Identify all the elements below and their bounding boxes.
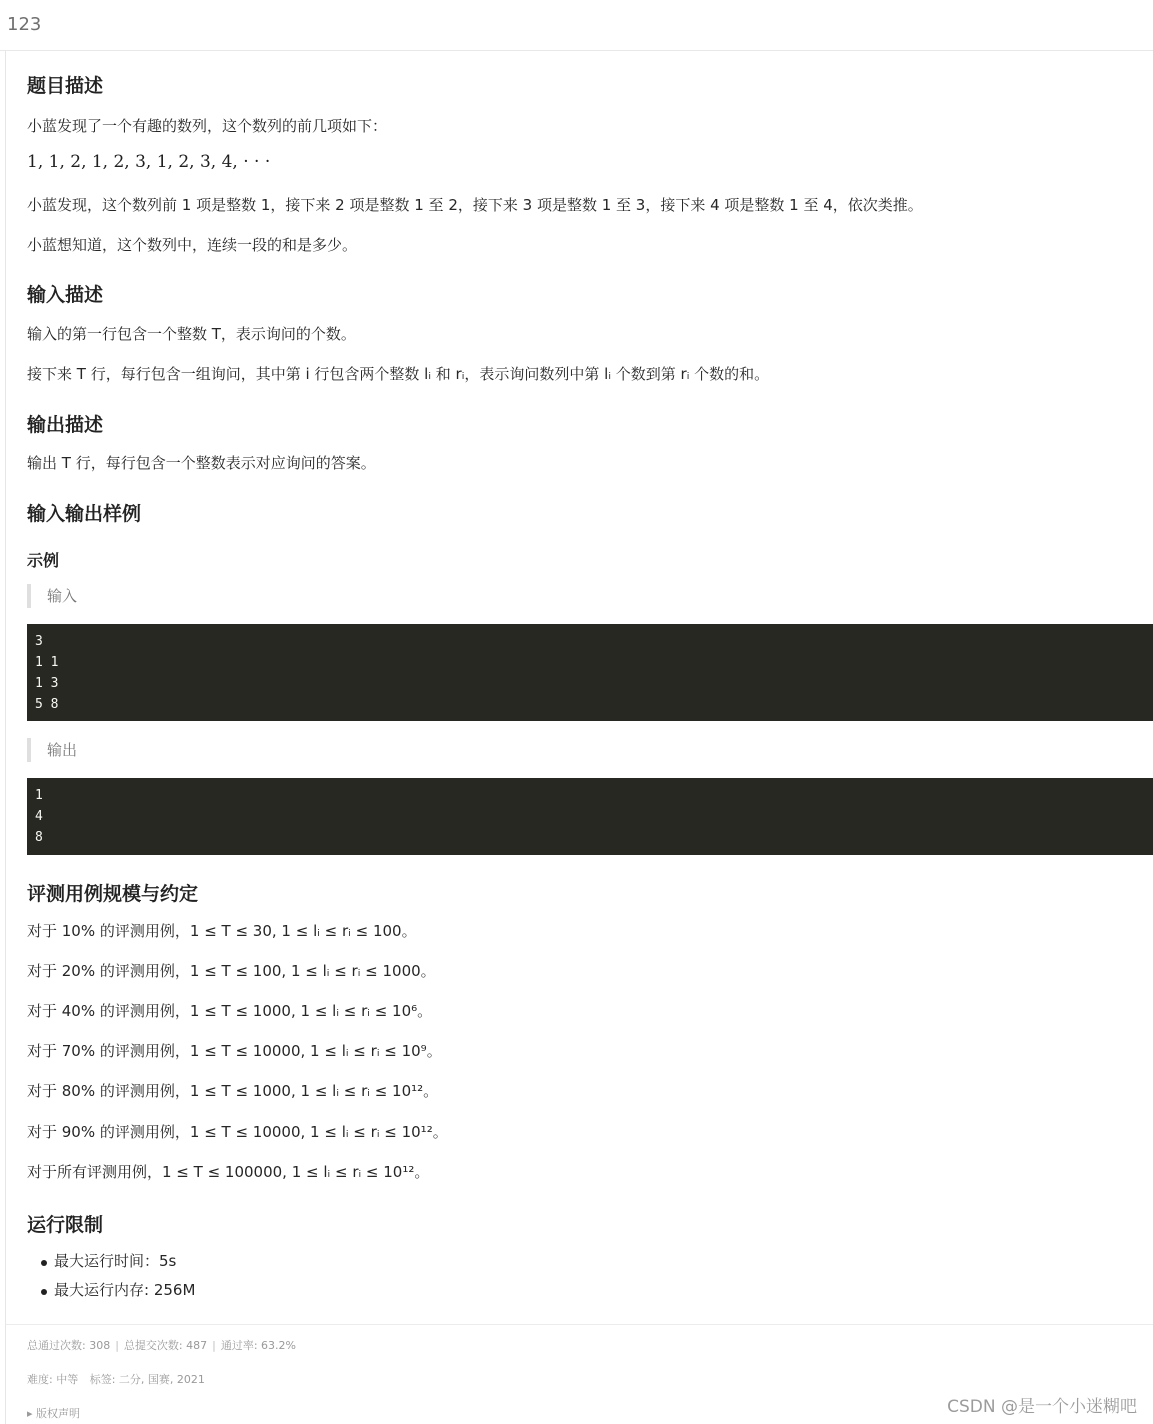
- stat-separator: |: [115, 1339, 119, 1352]
- stat-submitted: 总提交次数: 487: [123, 1339, 208, 1352]
- limits-list: [22, 1247, 195, 1305]
- bullet-icon: [41, 1289, 47, 1295]
- stat-rate: 通过率: 63.2%: [220, 1339, 296, 1352]
- code-line: 4: [35, 809, 43, 824]
- input-title: 输入描述: [27, 284, 104, 306]
- code-line: 1 1: [35, 655, 59, 670]
- copyright-toggle[interactable]: ▸ 版权声明: [27, 1407, 81, 1420]
- constraints-title: 评测用例规模与约定: [27, 883, 199, 905]
- output-paragraph-1: 输出 T 行，每行包含一个整数表示对应询问的答案。: [27, 454, 376, 472]
- input-paragraph-1: 输入的第一行包含一个整数 T，表示询问的个数。: [27, 325, 356, 343]
- code-line: 1: [35, 788, 43, 803]
- sample-output-code: [27, 778, 1153, 855]
- constraint-line: 对于 70% 的评测用例，1 ≤ T ≤ 10000, 1 ≤ lᵢ ≤ rᵢ ≤ 10⁹。: [27, 1042, 442, 1060]
- code-line: 8: [35, 830, 43, 845]
- description-paragraph-2: 小蓝发现，这个数列前 1 项是整数 1，接下来 2 项是整数 1 至 2，接下来 3 项是整数 1 至 3，接下来 4 项是整数 1 至 4，依次类推。: [27, 196, 923, 214]
- description-paragraph-3: 小蓝想知道，这个数列中，连续一段的和是多少。: [27, 236, 358, 254]
- constraint-line: 对于 40% 的评测用例，1 ≤ T ≤ 1000, 1 ≤ lᵢ ≤ rᵢ ≤ 10⁶。: [27, 1002, 433, 1020]
- example-label: 示例: [27, 551, 60, 570]
- output-title: 输出描述: [27, 414, 104, 436]
- sample-output-label: 输出: [27, 738, 77, 762]
- sample-input-label: 输入: [27, 584, 77, 608]
- constraint-line: 对于 80% 的评测用例，1 ≤ T ≤ 1000, 1 ≤ lᵢ ≤ rᵢ ≤ 10¹²。: [27, 1082, 439, 1100]
- stat-passed: 总通过次数: 308: [27, 1339, 111, 1352]
- submission-stats: [27, 1337, 296, 1353]
- input-paragraph-2: 接下来 T 行，每行包含一组询问，其中第 i 行包含两个整数 lᵢ 和 rᵢ，表示询问数列中第 lᵢ 个数到第 rᵢ 个数的和。: [27, 365, 770, 383]
- csdn-watermark: CSDN @是一个小迷糊吧: [947, 1397, 1137, 1417]
- tags-label: 标签: 二分, 国赛, 2021: [89, 1373, 205, 1386]
- samples-title: 输入输出样例: [27, 503, 142, 525]
- constraint-line: 对于 90% 的评测用例，1 ≤ T ≤ 10000, 1 ≤ lᵢ ≤ rᵢ ≤ 10¹²。: [27, 1123, 448, 1141]
- constraint-line: 对于 10% 的评测用例，1 ≤ T ≤ 30, 1 ≤ lᵢ ≤ rᵢ ≤ 100。: [27, 922, 417, 940]
- problem-panel: [5, 51, 1153, 1424]
- constraint-line: 对于所有评测用例，1 ≤ T ≤ 100000, 1 ≤ lᵢ ≤ rᵢ ≤ 10¹²。: [27, 1163, 430, 1181]
- code-line: 5 8: [35, 697, 59, 712]
- code-line: 3: [35, 634, 43, 649]
- list-item: [22, 1276, 195, 1305]
- difficulty-label: 难度: 中等: [27, 1373, 79, 1386]
- code-line: 1 3: [35, 676, 59, 691]
- description-title: 题目描述: [27, 75, 104, 97]
- limit-time: 最大运行时间：5s: [54, 1252, 177, 1270]
- top-bar: [0, 0, 1153, 51]
- sequence-formula: 1, 1, 2, 1, 2, 3, 1, 2, 3, 4, · · ·: [27, 152, 271, 172]
- bullet-icon: [41, 1260, 47, 1266]
- sample-input-code: [27, 624, 1153, 721]
- stat-separator: |: [212, 1339, 216, 1352]
- tab-title: 123: [7, 14, 42, 35]
- problem-meta: [27, 1371, 205, 1387]
- constraint-line: 对于 20% 的评测用例，1 ≤ T ≤ 100, 1 ≤ lᵢ ≤ rᵢ ≤ 1000。: [27, 962, 436, 980]
- limit-memory: 最大运行内存: 256M: [54, 1281, 196, 1299]
- limits-title: 运行限制: [27, 1214, 104, 1236]
- footer-divider: [6, 1324, 1153, 1325]
- description-paragraph-1: 小蓝发现了一个有趣的数列，这个数列的前几项如下：: [27, 117, 388, 135]
- list-item: [22, 1247, 195, 1276]
